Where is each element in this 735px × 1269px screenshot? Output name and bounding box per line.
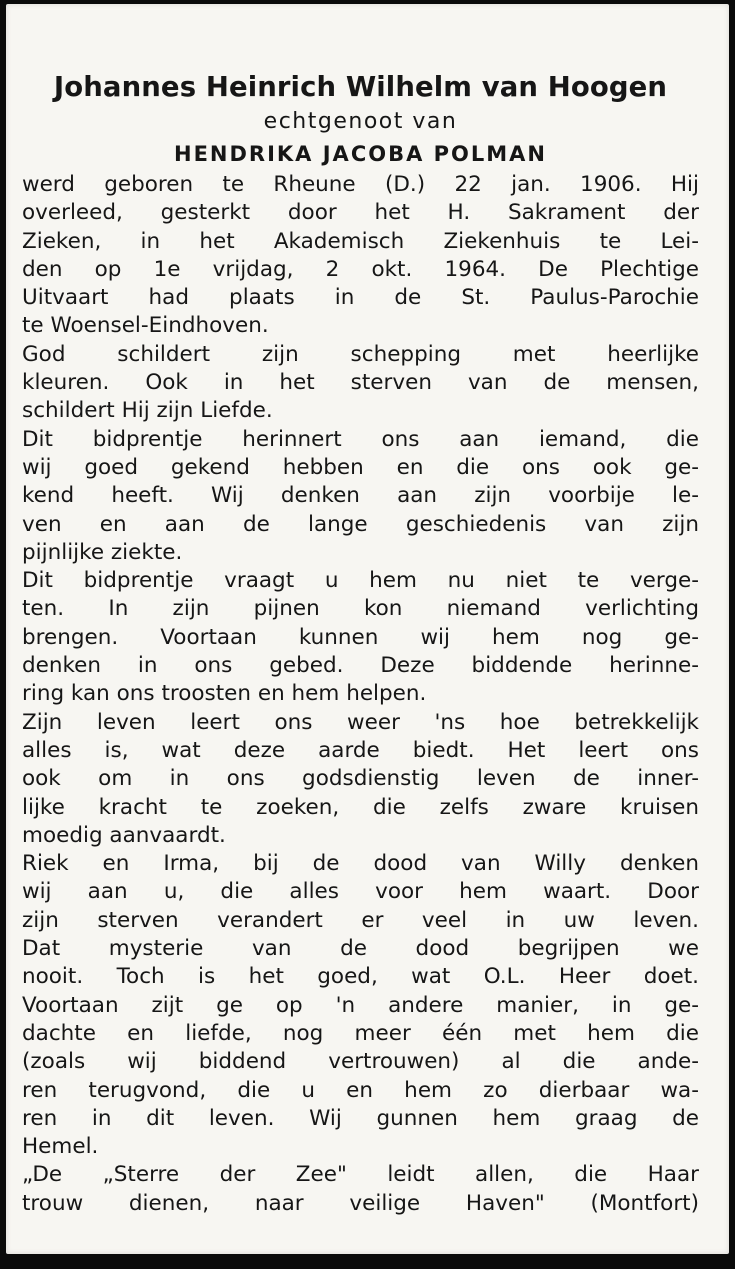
text-line: Dit bidprentje vraagt u hem nu niet te verge- (22, 568, 699, 594)
body-text (22, 171, 699, 1218)
text-line: lijke kracht te zoeken, die zelfs zware kruisen (22, 794, 699, 820)
text-line: zijn sterven verandert er veel in uw leven. (22, 907, 699, 933)
text-line: kleuren. Ook in het sterven van de mensen, (22, 370, 699, 396)
text-line: nooit. Toch is het goed, wat O.L. Heer doet. (22, 964, 699, 990)
text-line: „De „Sterre der Zee" leidt allen, die Haar (22, 1162, 699, 1188)
memorial-card (6, 4, 729, 1254)
text-line: ren in dit leven. Wij gunnen hem graag de (22, 1105, 699, 1131)
text-line: overleed, gesterkt door het H. Sakrament der (22, 200, 699, 226)
text-line: Hemel. (22, 1134, 99, 1160)
text-line: Zieken, in het Akademisch Ziekenhuis te Lei- (22, 228, 699, 254)
text-line: dachte en liefde, nog meer één met hem die (22, 1020, 699, 1046)
text-line: wij aan u, die alles voor hem waart. Door (22, 879, 699, 905)
text-line: ten. In zijn pijnen kon niemand verlichting (22, 596, 699, 622)
text-line: denken in ons gebed. Deze biddende herinne- (22, 653, 699, 679)
text-line: trouw dienen, naar veilige Haven" (Montfort) (22, 1190, 699, 1216)
text-line: Voortaan zijt ge op 'n andere manier, in ge- (22, 992, 699, 1018)
text-line: schildert Hij zijn Liefde. (22, 398, 273, 424)
text-line: alles is, wat deze aarde biedt. Het leert ons (22, 737, 699, 763)
text-line: (zoals wij biddend vertrouwen) al die ande- (22, 1049, 699, 1075)
text-line: ook om in ons godsdienstig leven de inner- (22, 766, 699, 792)
text-line: wij goed gekend hebben en die ons ook ge- (22, 454, 699, 480)
text-line: den op 1e vrijdag, 2 okt. 1964. De Plechtige (22, 256, 699, 282)
text-line: pijnlijke ziekte. (22, 539, 183, 565)
deceased-name: Johannes Heinrich Wilhelm van Hoogen (53, 71, 668, 103)
text-line: moedig aanvaardt. (22, 822, 226, 848)
spouse-label: echtgenoot van (263, 109, 458, 134)
text-line: brengen. Voortaan kunnen wij hem nog ge- (22, 624, 699, 650)
text-line: ren terugvond, die u en hem zo dierbaar wa- (22, 1077, 699, 1103)
text-line: werd geboren te Rheune (D.) 22 jan. 1906. Hij (22, 172, 699, 197)
text-line: Dat mysterie van de dood begrijpen we (22, 936, 699, 962)
card-content (22, 68, 699, 1218)
text-line: ven en aan de lange geschiedenis van zijn (22, 511, 699, 537)
text-line: Zijn leven leert ons weer 'ns hoe betrekkelijk (22, 709, 699, 735)
text-line: te Woensel-Eindhoven. (22, 313, 269, 339)
text-line: Uitvaart had plaats in de St. Paulus-Parochie (22, 285, 699, 311)
text-line: Dit bidprentje herinnert ons aan iemand, die (22, 426, 699, 452)
text-line: Riek en Irma, bij de dood van Willy denken (22, 851, 699, 877)
text-line: kend heeft. Wij denken aan zijn voorbije le- (22, 483, 699, 509)
text-line: ring kan ons troosten en hem helpen. (22, 681, 427, 707)
text-line: God schildert zijn schepping met heerlijke (22, 341, 699, 367)
spouse-name: HENDRIKA JACOBA POLMAN (174, 142, 547, 166)
